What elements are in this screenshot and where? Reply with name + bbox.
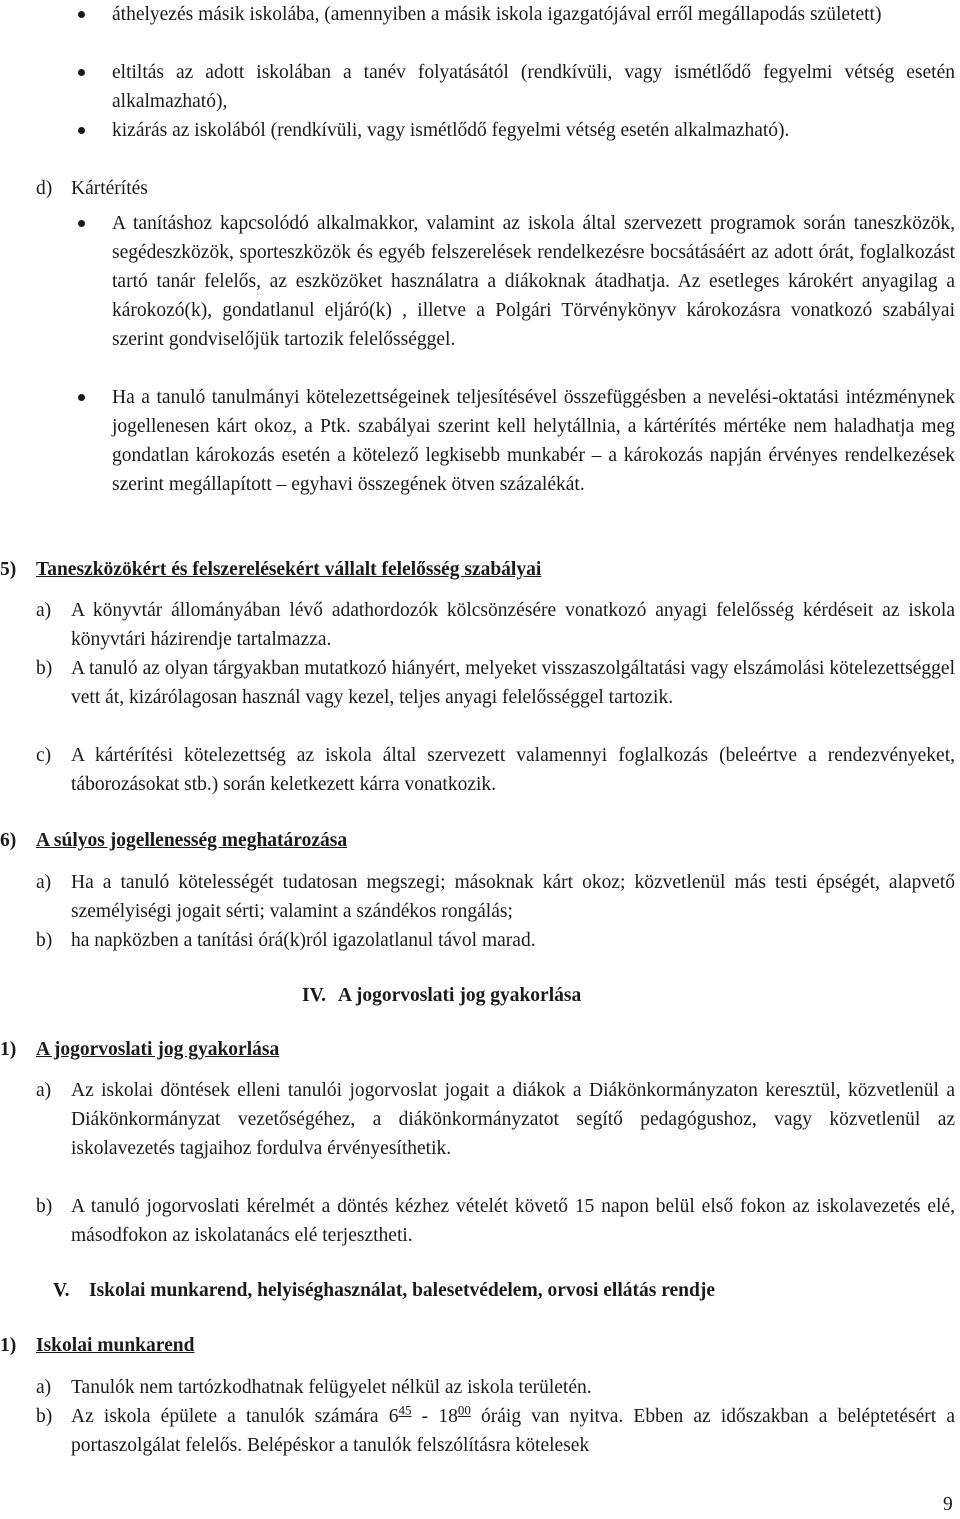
- section-4-1-title: A jogorvoslati jog gyakorlása: [36, 1039, 280, 1060]
- section-d-title: Kártérítés: [71, 178, 148, 199]
- section-5-1-number: 1): [0, 1335, 17, 1356]
- section-d-bullet-2: Ha a tanuló tanulmányi kötelezettségeinek teljesítésével összefüggésben a nevelési-oktatási intézménynek jogellenesen kárt okoz, a Ptk. szabályai szerint kell helytállnia, a kártérítés mértéke nem haladhatja meg gondatlan károkozás esetén a kötelező legkisebb munkabér – a károkozás napján érvényes rendelkezések szerint megállapított – egyhavi összegének ötven százalékát.: [112, 387, 955, 495]
- bullet-icon: [78, 11, 85, 18]
- section-4-1-number: 1): [0, 1039, 17, 1060]
- bullet-icon: [78, 220, 85, 227]
- section-5-1-title: Iskolai munkarend: [36, 1335, 195, 1356]
- section-5-item-c: A kártérítési kötelezettség az iskola által szervezett valamennyi foglalkozás (beleértve a rendezvényeket, táborozásokat stb.) során keletkezett kárra vonatkozik.: [71, 745, 955, 795]
- opening-time-minutes: 45: [398, 1402, 412, 1418]
- section-4-1-item-b: A tanuló jogorvoslati kérelmét a döntés kézhez vételét követő 15 napon belül első fokon az iskolavezetés elé, másodfokon az iskolatanács elé terjesztheti.: [71, 1196, 955, 1246]
- section-6-item-b-marker: b): [36, 930, 53, 951]
- closing-time-minutes: 00: [457, 1402, 471, 1418]
- chapter-4-title: A jogorvoslati jog gyakorlása: [338, 985, 582, 1006]
- section-5-1-item-a-marker: a): [36, 1377, 52, 1398]
- chapter-4-numeral: IV.: [302, 985, 327, 1006]
- section-5-item-a: A könyvtár állományában lévő adathordozók kölcsönzésére vonatkozó anyagi felelősség kérdéseit az iskola könyvtári házirendje tartalmazza.: [71, 600, 955, 650]
- section-d-marker: d): [36, 178, 53, 199]
- section-5-item-b: A tanuló az olyan tárgyakban mutatkozó hiányért, melyeket visszaszolgáltatási vagy elszámolási kötelezettséggel vett át, kizárólagosan használ vagy kezel, teljes anyagi felelősséggel tartozik.: [71, 658, 955, 708]
- section-6-item-b: ha napközben a tanítási órá(k)ról igazolatlanul távol marad.: [71, 930, 536, 951]
- section-6-title: A súlyos jogellenesség meghatározása: [36, 830, 348, 851]
- section-6-item-a: Ha a tanuló kötelességét tudatosan megszegi; másoknak kárt okoz; közvetlenül más testi épségét, alapvető személyiségi jogait sérti; valamint a szándékos rongálás;: [71, 872, 955, 922]
- section-5-1-item-b: [71, 1402, 955, 1460]
- section-5-item-b-marker: b): [36, 658, 53, 679]
- section-5-item-c-marker: c): [36, 745, 52, 766]
- chapter-5-title: Iskolai munkarend, helyiséghasználat, balesetvédelem, orvosi ellátás rendje: [89, 1280, 715, 1301]
- section-5-item-a-marker: a): [36, 600, 52, 621]
- section-d-bullet-1: A tanításhoz kapcsolódó alkalmakkor, valamint az iskola által szervezett programok során taneszközök, segédeszközök, sporteszközök és egyéb felszerelések rendelkezésre bocsátásáért az adott órát, foglalkozást tartó tanár felelős, az eszközöket használatra a diákoknak átadhatja. Az esetleges károkért anyagilag a károkozó(k), gondatlanul eljáró(k) , illetve a Polgári Törvénykönyv károkozásra vonatkozó szabályai szerint gondviselőjük tartozik felelősséggel.: [112, 213, 955, 350]
- bullet-icon: [78, 69, 85, 76]
- section-4-1-item-a: Az iskolai döntések elleni tanulói jogorvoslat jogait a diákok a Diákönkormányzaton keresztül, közvetlenül a Diákönkormányzat vezetőségéhez, a diákönkormányzatot segítő pedagógushoz, vagy közvetlenül az iskolavezetés tagjaihoz fordulva érvényesíthetik.: [71, 1080, 955, 1159]
- page-number: 9: [943, 1494, 953, 1515]
- bullet-icon: [78, 394, 85, 401]
- section-4-1-item-b-marker: b): [36, 1196, 53, 1217]
- section-6-item-a-marker: a): [36, 872, 52, 893]
- section-6-number: 6): [0, 830, 17, 851]
- top-bullet-1: áthelyezés másik iskolába, (amennyiben a másik iskola igazgatójával erről megállapodás született): [112, 4, 882, 25]
- opening-hours-text-end: óráig van nyitva. Ebben az időszakban a beléptetésért a portaszolgálat felelős. Belépéskor a tanulók felszólításra kötelesek: [71, 1406, 955, 1456]
- opening-hours-text-start: Az iskola épülete a tanulók számára 6: [71, 1406, 399, 1427]
- chapter-5-numeral: V.: [53, 1280, 70, 1301]
- section-5-title: Taneszközökért és felszerelésekért vállalt felelősség szabályai: [36, 559, 542, 580]
- section-5-1-item-b-marker: b): [36, 1406, 53, 1427]
- section-4-1-item-a-marker: a): [36, 1080, 52, 1101]
- section-5-1-item-a: Tanulók nem tartózkodhatnak felügyelet nélkül az iskola területén.: [71, 1377, 592, 1398]
- section-5-number: 5): [0, 559, 17, 580]
- top-bullet-3: kizárás az iskolából (rendkívüli, vagy ismétlődő fegyelmi vétség esetén alkalmazható).: [112, 120, 790, 141]
- opening-hours-text-middle: - 18: [411, 1406, 458, 1427]
- bullet-icon: [78, 127, 85, 134]
- top-bullet-2: eltiltás az adott iskolában a tanév folyatásától (rendkívüli, vagy ismétlődő fegyelmi vétség esetén alkalmazható),: [112, 62, 955, 112]
